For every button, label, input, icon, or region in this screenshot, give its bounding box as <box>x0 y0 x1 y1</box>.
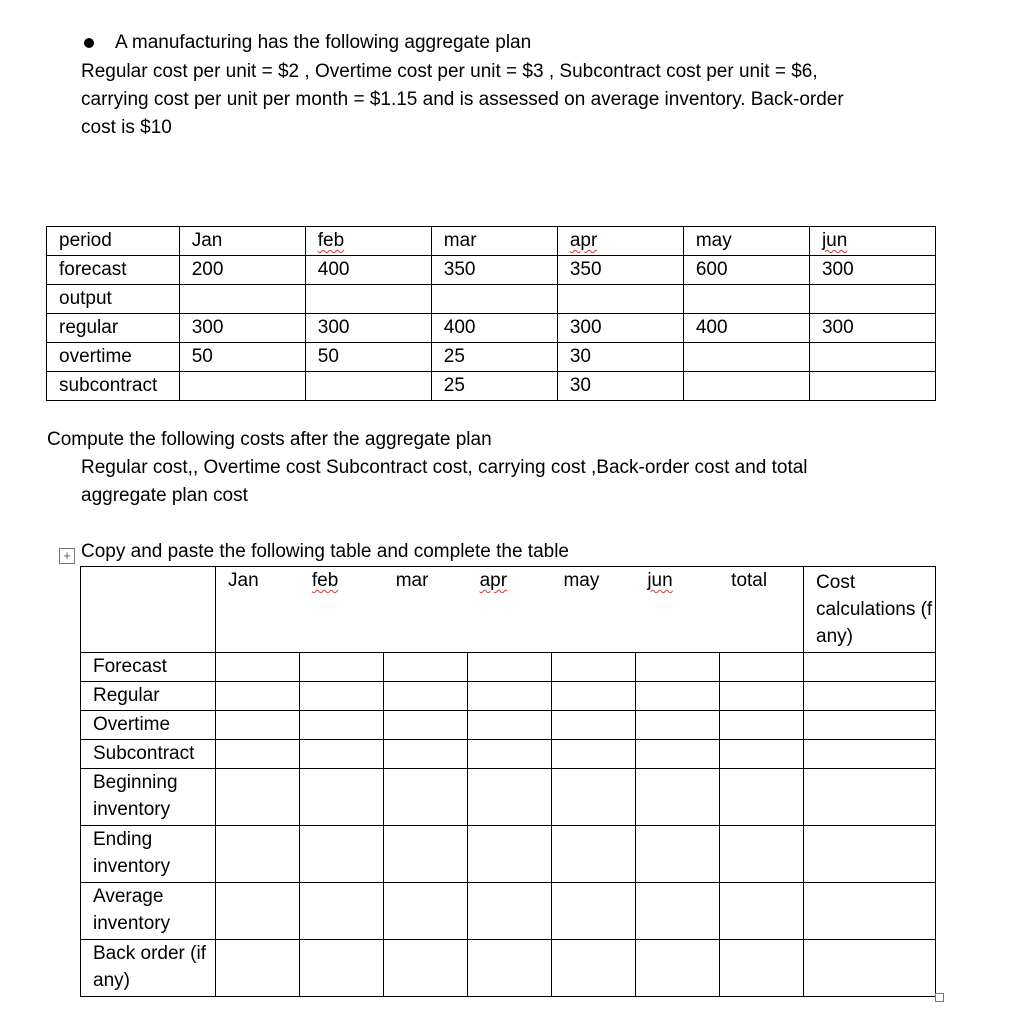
plan-cell: forecast <box>47 256 180 285</box>
answer-cell[interactable] <box>216 711 300 740</box>
answer-cell[interactable] <box>551 940 635 997</box>
answer-cell[interactable] <box>551 740 635 769</box>
plan-cell <box>683 285 809 314</box>
copy-instruction: Copy and paste the following table and complete the table <box>81 541 569 562</box>
answer-header-cell: mar <box>384 567 468 653</box>
plan-header-cell: period <box>47 227 180 256</box>
answer-cell[interactable] <box>468 682 552 711</box>
plan-cell: 300 <box>809 314 935 343</box>
answer-cell[interactable] <box>804 740 936 769</box>
plan-cell: output <box>47 285 180 314</box>
answer-cell[interactable] <box>635 883 719 940</box>
plan-cell: 400 <box>305 256 431 285</box>
answer-cell[interactable] <box>468 940 552 997</box>
answer-row <box>81 940 936 997</box>
plan-cell: 350 <box>557 256 683 285</box>
plan-cell: 200 <box>179 256 305 285</box>
answer-cell[interactable] <box>468 826 552 883</box>
aggregate-plan-table <box>46 226 936 401</box>
answer-cell[interactable] <box>300 653 384 682</box>
answer-cell[interactable] <box>468 883 552 940</box>
compute-line-2: Regular cost,, Overtime cost Subcontract cost, carrying cost ,Back-order cost and total <box>81 457 808 478</box>
answer-header-cell: feb <box>300 567 384 653</box>
plan-cell: overtime <box>47 343 180 372</box>
compute-line-3: aggregate plan cost <box>81 485 248 506</box>
answer-cell[interactable] <box>384 940 468 997</box>
answer-cell[interactable] <box>635 769 719 826</box>
answer-cell[interactable] <box>719 682 803 711</box>
answer-row <box>81 740 936 769</box>
plan-cell: 300 <box>179 314 305 343</box>
plan-cell: 300 <box>557 314 683 343</box>
bullet-icon <box>84 38 94 48</box>
answer-cell[interactable] <box>804 711 936 740</box>
plan-header-cell: may <box>683 227 809 256</box>
answer-cell[interactable] <box>719 769 803 826</box>
plan-header-cell: feb <box>305 227 431 256</box>
answer-cell[interactable] <box>468 653 552 682</box>
plan-row-forecast <box>47 256 936 285</box>
answer-cell[interactable] <box>216 940 300 997</box>
answer-header-cell: Cost calculations (f any) <box>804 567 936 653</box>
plan-cell: 50 <box>305 343 431 372</box>
plan-row-output <box>47 285 936 314</box>
answer-cell[interactable] <box>804 826 936 883</box>
plan-header-cell: jun <box>809 227 935 256</box>
answer-cell[interactable] <box>384 711 468 740</box>
plan-cell: 25 <box>431 372 557 401</box>
plan-cell: 25 <box>431 343 557 372</box>
resize-handle-icon[interactable] <box>935 993 944 1002</box>
intro-line-2: Regular cost per unit = $2 , Overtime cost per unit = $3 , Subcontract cost per unit = $6, <box>81 61 818 82</box>
answer-row-label: Beginning inventory <box>81 769 216 826</box>
answer-cell[interactable] <box>216 653 300 682</box>
answer-header-cell: total <box>719 567 803 653</box>
plan-cell <box>557 285 683 314</box>
answer-row <box>81 769 936 826</box>
answer-row-label: Forecast <box>81 653 216 682</box>
answer-cell[interactable] <box>635 653 719 682</box>
answer-cell[interactable] <box>719 740 803 769</box>
plan-cell <box>809 372 935 401</box>
plan-header-cell: mar <box>431 227 557 256</box>
answer-cell[interactable] <box>300 826 384 883</box>
answer-header-cell: jun <box>635 567 719 653</box>
plan-cell: 300 <box>809 256 935 285</box>
answer-cell[interactable] <box>719 653 803 682</box>
plan-cell: regular <box>47 314 180 343</box>
plan-cell: 400 <box>431 314 557 343</box>
answer-header-cell: apr <box>468 567 552 653</box>
answer-cell[interactable] <box>635 682 719 711</box>
answer-cell[interactable] <box>216 883 300 940</box>
answer-table <box>80 566 936 997</box>
answer-cell[interactable] <box>551 769 635 826</box>
intro-line-1: A manufacturing has the following aggregate plan <box>115 32 532 53</box>
answer-cell[interactable] <box>804 883 936 940</box>
answer-cell[interactable] <box>719 711 803 740</box>
plan-row-regular <box>47 314 936 343</box>
plan-header-cell: apr <box>557 227 683 256</box>
answer-cell[interactable] <box>719 826 803 883</box>
answer-cell[interactable] <box>300 940 384 997</box>
answer-cell[interactable] <box>804 940 936 997</box>
answer-cell[interactable] <box>384 769 468 826</box>
answer-cell[interactable] <box>551 682 635 711</box>
plan-cell <box>305 285 431 314</box>
plan-cell <box>809 285 935 314</box>
plan-cell <box>305 372 431 401</box>
plan-cell <box>683 343 809 372</box>
answer-header-cell <box>81 567 216 653</box>
answer-row-label: Back order (if any) <box>81 940 216 997</box>
plan-cell: 300 <box>305 314 431 343</box>
answer-cell[interactable] <box>300 769 384 826</box>
answer-cell[interactable] <box>384 653 468 682</box>
answer-cell[interactable] <box>216 740 300 769</box>
plan-cell: 30 <box>557 343 683 372</box>
answer-cell[interactable] <box>468 711 552 740</box>
answer-cell[interactable] <box>468 740 552 769</box>
answer-row-label: Ending inventory <box>81 826 216 883</box>
plan-cell: subcontract <box>47 372 180 401</box>
answer-cell[interactable] <box>384 883 468 940</box>
answer-cell[interactable] <box>551 711 635 740</box>
plan-cell <box>683 372 809 401</box>
answer-cell[interactable] <box>719 883 803 940</box>
answer-row <box>81 653 936 682</box>
plan-cell: 50 <box>179 343 305 372</box>
answer-row-label: Regular <box>81 682 216 711</box>
answer-row <box>81 883 936 940</box>
answer-cell[interactable] <box>804 653 936 682</box>
plan-cell <box>179 372 305 401</box>
plan-cell: 600 <box>683 256 809 285</box>
answer-cell[interactable] <box>551 653 635 682</box>
plan-cell: 30 <box>557 372 683 401</box>
answer-cell[interactable] <box>635 826 719 883</box>
answer-row-label: Average inventory <box>81 883 216 940</box>
answer-cell[interactable] <box>804 682 936 711</box>
answer-cell[interactable] <box>468 769 552 826</box>
answer-cell[interactable] <box>300 682 384 711</box>
answer-cell[interactable] <box>384 826 468 883</box>
answer-header-cell: may <box>551 567 635 653</box>
answer-cell[interactable] <box>635 711 719 740</box>
answer-header-row <box>81 567 936 653</box>
plan-header-row <box>47 227 936 256</box>
intro-line-4: cost is $10 <box>81 117 172 138</box>
answer-row <box>81 826 936 883</box>
answer-cell[interactable] <box>551 826 635 883</box>
move-handle-icon[interactable]: + <box>59 548 75 564</box>
plan-cell: 400 <box>683 314 809 343</box>
plan-cell <box>809 343 935 372</box>
intro-line-3: carrying cost per unit per month = $1.15 and is assessed on average inventory. Back-order <box>81 89 844 110</box>
answer-cell[interactable] <box>216 769 300 826</box>
answer-row-label: Overtime <box>81 711 216 740</box>
answer-cell[interactable] <box>384 740 468 769</box>
answer-cell[interactable] <box>384 682 468 711</box>
answer-cell[interactable] <box>804 769 936 826</box>
answer-cell[interactable] <box>216 682 300 711</box>
answer-cell[interactable] <box>300 883 384 940</box>
answer-row <box>81 682 936 711</box>
answer-cell[interactable] <box>719 940 803 997</box>
plan-row-subcontract <box>47 372 936 401</box>
plan-row-overtime <box>47 343 936 372</box>
plan-cell <box>179 285 305 314</box>
answer-row-label: Subcontract <box>81 740 216 769</box>
plan-header-cell: Jan <box>179 227 305 256</box>
plan-cell: 350 <box>431 256 557 285</box>
answer-cell[interactable] <box>635 740 719 769</box>
answer-cell[interactable] <box>300 711 384 740</box>
answer-header-cell: Jan <box>216 567 300 653</box>
answer-cell[interactable] <box>551 883 635 940</box>
answer-cell[interactable] <box>216 826 300 883</box>
answer-row <box>81 711 936 740</box>
answer-cell[interactable] <box>635 940 719 997</box>
answer-cell[interactable] <box>300 740 384 769</box>
compute-line-1: Compute the following costs after the aggregate plan <box>47 429 492 450</box>
plan-cell <box>431 285 557 314</box>
